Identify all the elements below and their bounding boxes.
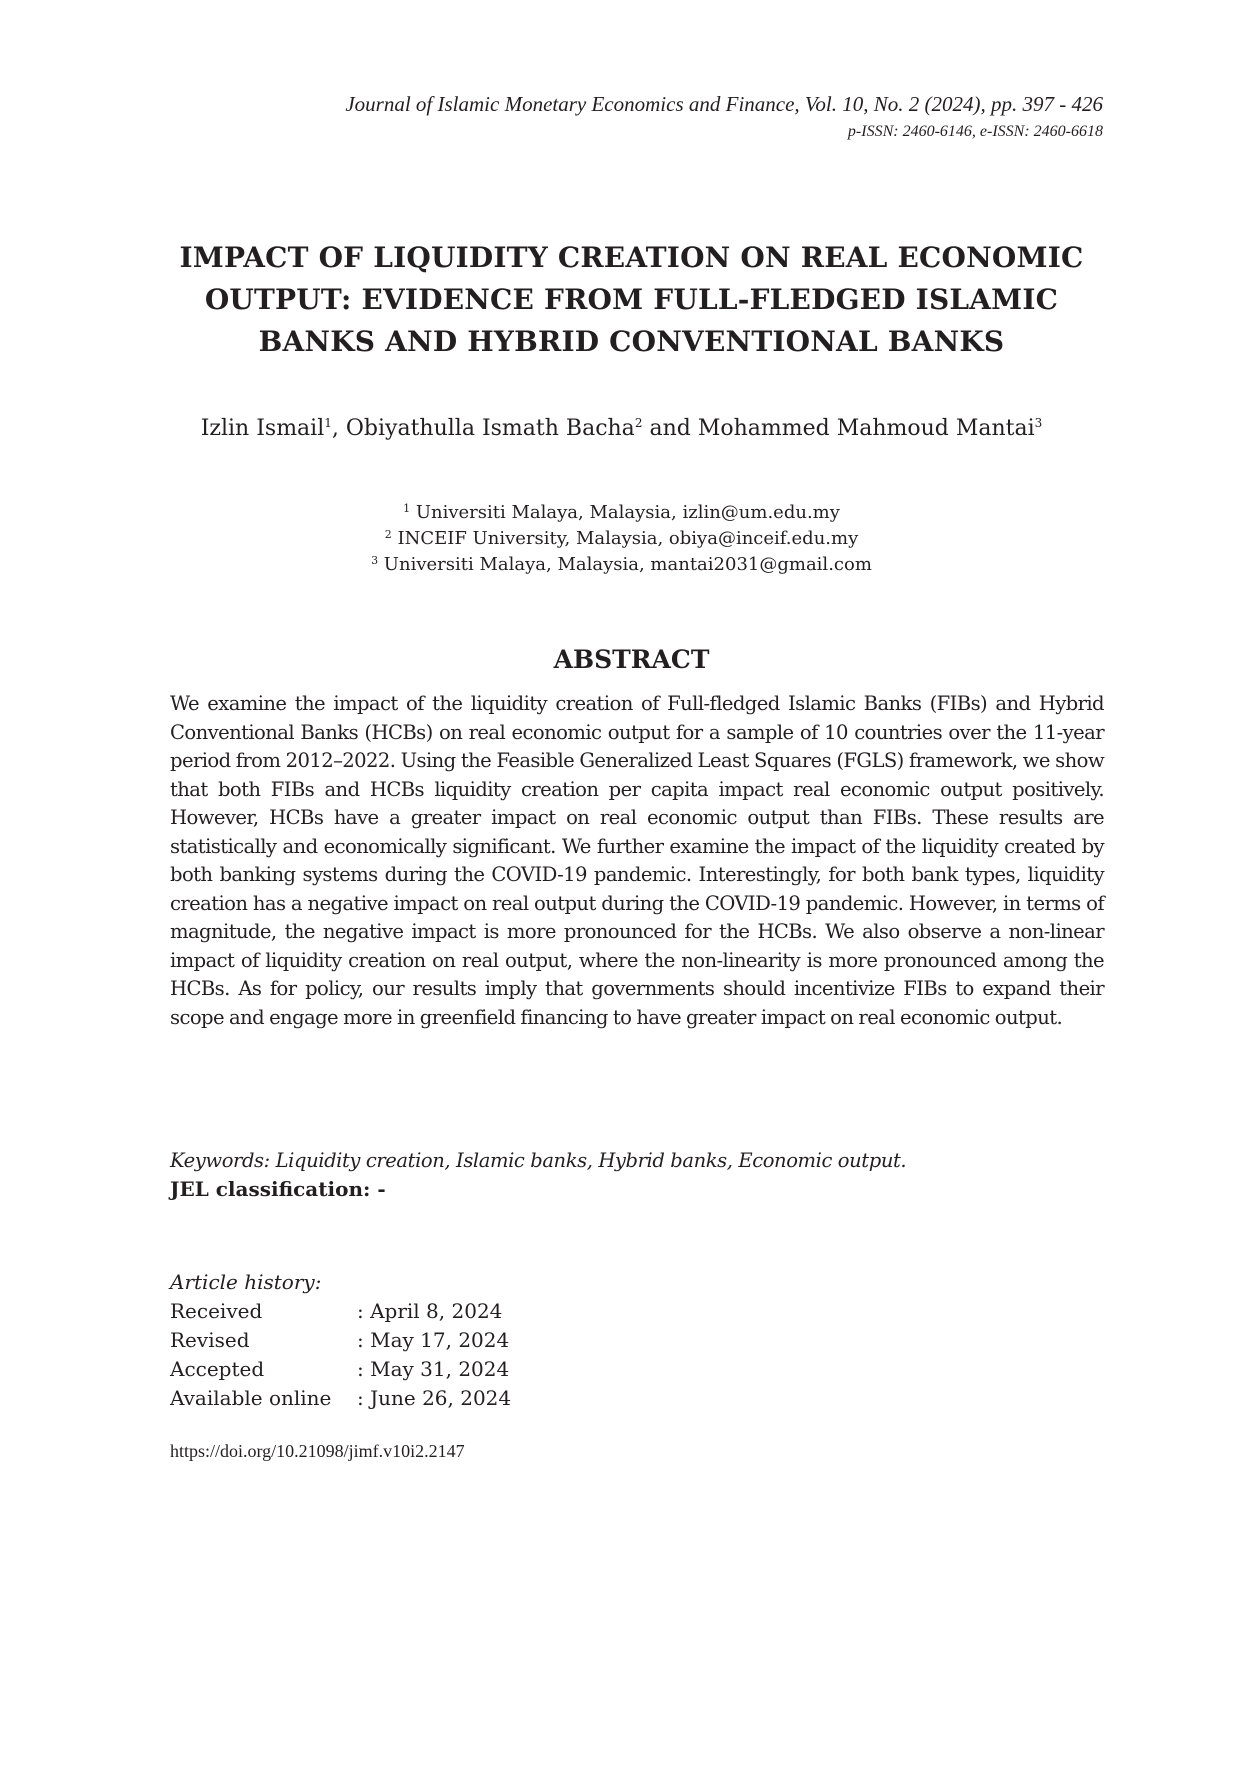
- history-value: : April 8, 2024: [357, 1299, 503, 1323]
- history-row: [170, 1297, 511, 1326]
- history-value: : June 26, 2024: [357, 1386, 512, 1410]
- author-separator: ,: [331, 416, 346, 441]
- history-label: Received: [170, 1299, 263, 1323]
- affiliation-mark: 1: [403, 502, 411, 515]
- abstract-text: We examine the impact of the liquidity creation of Full-fledged Islamic Banks (FIBs) and Hybrid Conventional Banks (HCBs) on real economic output for a sample of 10 countries over the 11-year period from 2012–2022. Using the Feasible Generalized Least Squares (FGLS) framework, we show that both FIBs and HCBs liquidity creation per capita impact real economic output positively. However, HCBs have a greater impact on real economic output than FIBs. These results are statistically and economically significant. We further examine the impact of the liquidity created by both banking systems during the COVID-19 pandemic. Interestingly, for both bank types, liquidity creation has a negative impact on real output during the COVID-19 pandemic. However, in terms of magnitude, the negative impact is more pronounced for the HCBs. We also observe a non-linear impact of liquidity creation on real output, where the non-linearity is more pronounced among the HCBs. As for policy, our results imply that governments should incentivize FIBs to expand their scope and engage more in greenfield financing to have greater impact on real economic output.: [170, 692, 1104, 1029]
- author-mark: 1: [324, 416, 332, 430]
- author-mark: 3: [1034, 416, 1043, 430]
- affiliation-text: INCEIF University, Malaysia, obiya@inceif.edu.my: [391, 528, 859, 549]
- history-row: [170, 1384, 511, 1413]
- affiliation-mark: 2: [384, 528, 392, 541]
- article-history: [170, 1268, 511, 1413]
- author-list: [100, 414, 1143, 444]
- jel-classification: JEL classification: -: [170, 1177, 386, 1201]
- history-value: : May 17, 2024: [357, 1328, 510, 1352]
- keywords: Keywords: Liquidity creation, Islamic banks, Hybrid banks, Economic output.: [170, 1149, 907, 1172]
- history-row: [170, 1355, 511, 1384]
- title-line: IMPACT OF LIQUIDITY CREATION ON REAL ECONOMIC: [179, 241, 1084, 274]
- affiliation: [100, 500, 1143, 526]
- author-mark: 2: [634, 416, 643, 430]
- author-name: Mohammed Mahmoud Mantai: [697, 416, 1035, 441]
- author-separator: and: [642, 416, 698, 441]
- affiliation-list: [100, 500, 1143, 578]
- title-line: OUTPUT: EVIDENCE FROM FULL-FLEDGED ISLAMIC: [204, 283, 1059, 316]
- author-name: Izlin Ismail: [200, 416, 325, 441]
- issn-line: p-ISSN: 2460-6146, e-ISSN: 2460-6618: [847, 123, 1103, 140]
- history-label: Revised: [170, 1328, 250, 1352]
- history-label: Accepted: [170, 1357, 265, 1381]
- affiliation-mark: 3: [371, 554, 379, 567]
- affiliation-text: Universiti Malaya, Malaysia, izlin@um.edu.my: [410, 502, 840, 523]
- abstract-heading: ABSTRACT: [553, 645, 710, 674]
- article-history-title: Article history:: [170, 1270, 322, 1294]
- history-value: : May 31, 2024: [357, 1357, 510, 1381]
- title-line: BANKS AND HYBRID CONVENTIONAL BANKS: [258, 325, 1005, 358]
- history-label: Available online: [170, 1386, 332, 1410]
- article-title: [160, 237, 1103, 363]
- journal-citation: Journal of Islamic Monetary Economics and Finance, Vol. 10, No. 2 (2024), pp. 397 - 426: [345, 92, 1103, 116]
- affiliation: [100, 552, 1143, 578]
- author-name: Obiyathulla Ismath Bacha: [345, 416, 635, 441]
- history-row: [170, 1326, 511, 1355]
- running-head: [345, 90, 1103, 144]
- affiliation: [100, 526, 1143, 552]
- affiliation-text: Universiti Malaya, Malaysia, mantai2031@gmail.com: [378, 554, 872, 575]
- doi-link[interactable]: https://doi.org/10.21098/jimf.v10i2.2147: [170, 1441, 465, 1461]
